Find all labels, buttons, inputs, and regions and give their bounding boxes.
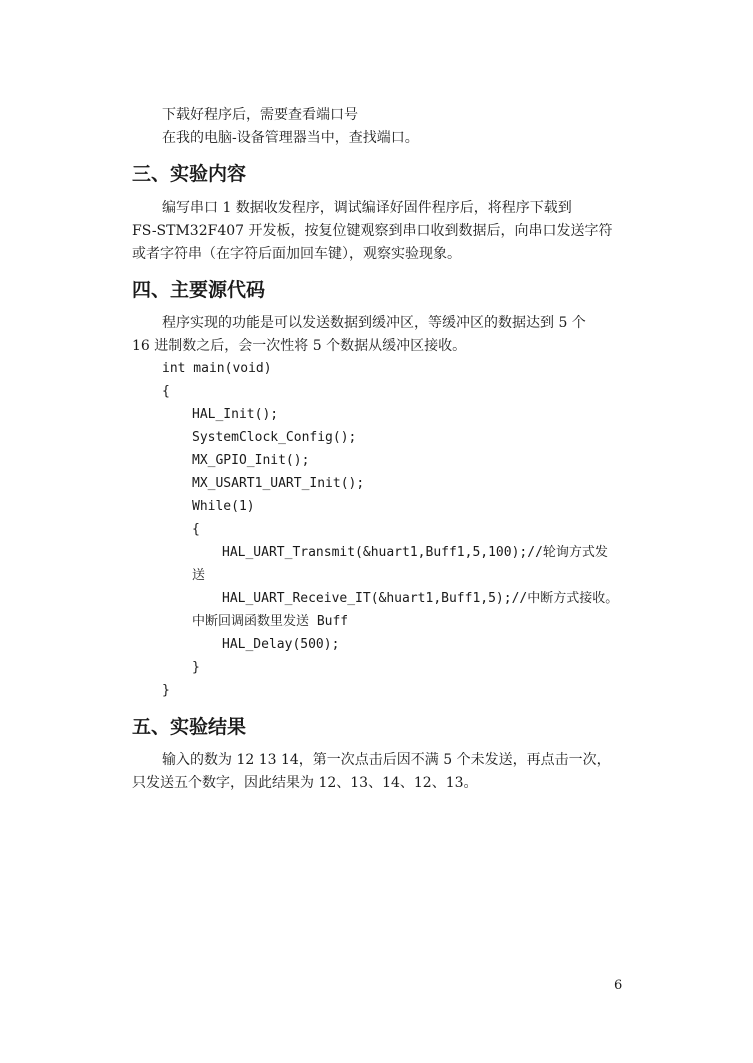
code-line: SystemClock_Config(); [192,430,357,445]
section3-paragraph-line-2: FS-STM32F407 开发板，按复位键观察到串口收到数据后，向串口发送字符 [132,223,613,239]
section5-paragraph-line-2: 只发送五个数字，因此结果为 12、13、14、12、13。 [132,775,478,791]
section3-paragraph-line-3: 或者字符串（在字符后面加回车键），观察实验现象。 [132,246,461,262]
code-line: MX_USART1_UART_Init(); [192,476,365,491]
section-heading-experiment-result: 五、实验结果 [132,716,247,738]
code-line: 中断回调函数里发送 Buff [192,614,349,629]
code-line: HAL_UART_Receive_IT(&huart1,Buff1,5);//中断方式接收。 [222,591,619,606]
intro-line-2: 在我的电脑-设备管理器当中，查找端口。 [162,130,419,146]
code-line: } [162,683,170,698]
section5-paragraph-line-1: 输入的数为 12 13 14，第一次点击后因不满 5 个未发送，再点击一次， [162,752,611,768]
code-line: HAL_UART_Transmit(&huart1,Buff1,5,100);//轮询方式发 [222,545,608,560]
code-line: HAL_Delay(500); [222,637,340,652]
section3-paragraph-line-1: 编写串口 1 数据收发程序，调试编译好固件程序后，将程序下载到 [162,200,572,216]
section-heading-source-code: 四、主要源代码 [132,279,266,301]
code-line: MX_GPIO_Init(); [192,453,310,468]
code-line: While(1) [192,499,255,514]
code-line: HAL_Init(); [192,407,279,422]
page-number: 6 [614,978,623,993]
section4-paragraph-line-1: 程序实现的功能是可以发送数据到缓冲区，等缓冲区的数据达到 5 个 [162,315,586,331]
code-line: { [162,384,170,399]
code-line: { [192,522,200,537]
section4-paragraph-line-2: 16 进制数之后，会一次性将 5 个数据从缓冲区接收。 [132,338,467,354]
code-line: int main(void) [162,361,272,376]
code-line: } [192,660,200,675]
intro-line-1: 下载好程序后，需要查看端口号 [162,107,358,123]
section-heading-experiment-content: 三、实验内容 [132,163,247,185]
code-line: 送 [192,568,206,583]
